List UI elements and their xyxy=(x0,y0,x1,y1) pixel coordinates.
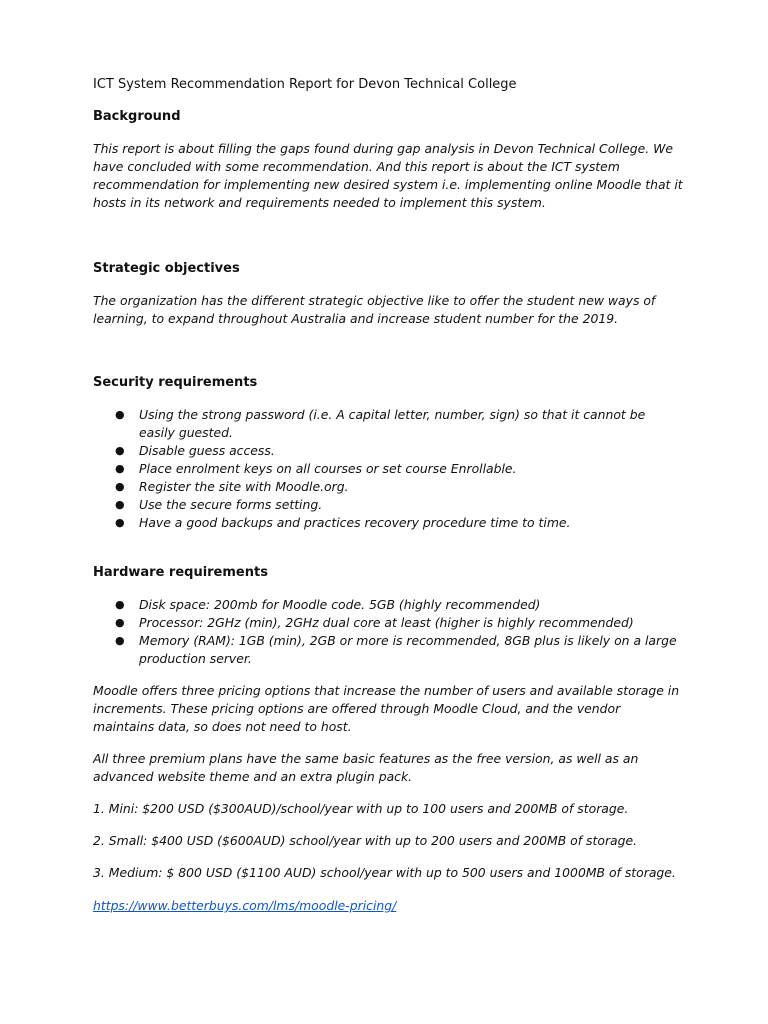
premium-plans-paragraph: All three premium plans have the same basic features as the free version, as well as an advanced website theme and an extra plugin pack. xyxy=(93,751,639,784)
document-title: ICT System Recommendation Report for Devon Technical College xyxy=(93,77,517,92)
moodle-pricing-link[interactable]: https://www.betterbuys.com/lms/moodle-pricing/ xyxy=(93,898,397,913)
strategic-objectives-heading: Strategic objectives xyxy=(93,261,240,276)
list-item: ● Have a good backups and practices recovery procedure time to time. xyxy=(115,515,571,530)
bullet-icon: ● xyxy=(115,616,125,629)
plan-small: 2. Small: $400 USD ($600AUD) school/year with up to 200 users and 200MB of storage. xyxy=(93,833,638,848)
list-item: ● Disk space: 200mb for Moodle code. 5GB (highly recommended) xyxy=(115,597,541,612)
bullet-icon: ● xyxy=(115,408,125,421)
bullet-icon: ● xyxy=(115,634,125,647)
document-page xyxy=(93,76,683,915)
plan-mini: 1. Mini: $200 USD ($300AUD)/school/year with up to 100 users and 200MB of storage. xyxy=(93,801,629,816)
hardware-requirements-heading: Hardware requirements xyxy=(93,565,268,580)
bullet-icon: ● xyxy=(115,598,125,611)
hardware-requirements-list xyxy=(93,596,683,668)
reference-link-line xyxy=(93,896,683,915)
background-heading: Background xyxy=(93,109,181,124)
strategic-objectives-paragraph: The organization has the different strategic objective like to offer the student new ways of learning, to expand throughout Australia and increase student number for the 2019. xyxy=(93,293,656,326)
plan-medium: 3. Medium: $ 800 USD ($1100 AUD) school/year with up to 500 users and 1000MB of storage. xyxy=(93,865,676,880)
list-item: ● Place enrolment keys on all courses or set course Enrollable. xyxy=(115,461,517,476)
list-item: ● Memory (RAM): 1GB (min), 2GB or more is recommended, 8GB plus is likely on a large production server. xyxy=(115,633,677,666)
background-paragraph: This report is about filling the gaps found during gap analysis in Devon Technical College. We have concluded with some recommendation. And this report is about the ICT system recommendation for implementing new desired system i.e. implementing online Moodle that it hosts in its network and requirements needed to implement this system. xyxy=(93,141,683,210)
bullet-icon: ● xyxy=(115,462,125,475)
bullet-icon: ● xyxy=(115,480,125,493)
list-item: ● Processor: 2GHz (min), 2GHz dual core at least (higher is highly recommended) xyxy=(115,615,634,630)
list-item: ● Disable guess access. xyxy=(115,443,275,458)
list-item: ● Use the secure forms setting. xyxy=(115,497,323,512)
bullet-icon: ● xyxy=(115,516,125,529)
security-requirements-heading: Security requirements xyxy=(93,375,258,390)
security-requirements-list xyxy=(93,406,683,532)
list-item: ● Using the strong password (i.e. A capital letter, number, sign) so that it cannot be easily guested. xyxy=(115,407,646,440)
list-item: ● Register the site with Moodle.org. xyxy=(115,479,349,494)
bullet-icon: ● xyxy=(115,444,125,457)
bullet-icon: ● xyxy=(115,498,125,511)
pricing-intro-paragraph: Moodle offers three pricing options that increase the number of users and available storage in increments. These pricing options are offered through Moodle Cloud, and the vendor maintains data, so does not need to host. xyxy=(93,683,680,734)
